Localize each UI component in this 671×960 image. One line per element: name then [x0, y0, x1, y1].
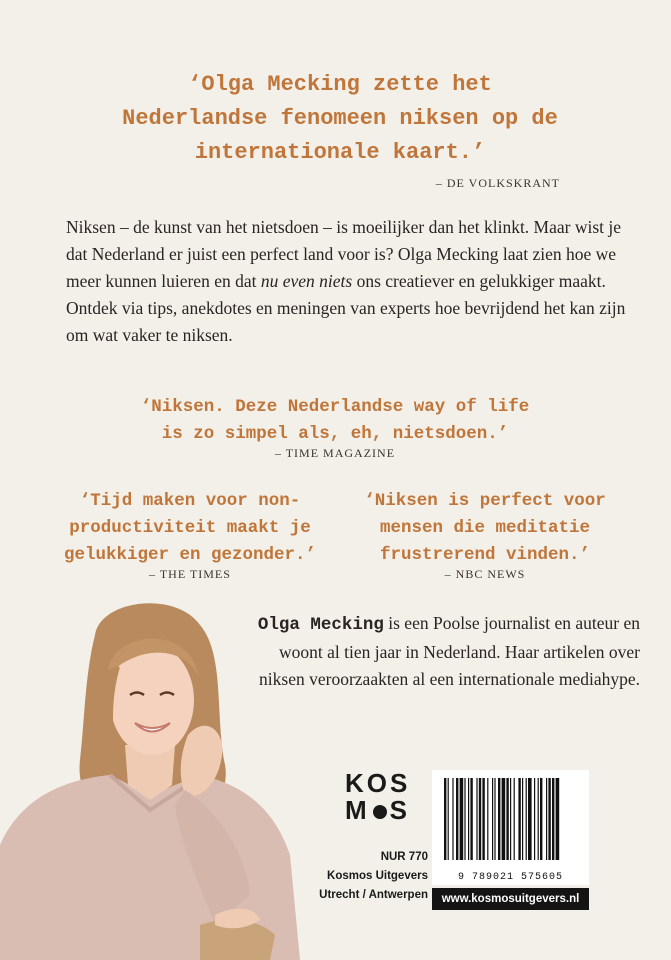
- blurb-part-2: ons creatiever en gelukkiger maakt. Ontdek via tips, anekdotes en meningen van experts hoe bevrijdend het kan zijn om wat vaker te niksen.: [66, 271, 626, 345]
- barcode-bar: [444, 778, 446, 860]
- barcode-bar: [528, 778, 532, 860]
- logo-line-2: [345, 797, 425, 824]
- barcode-bar: [464, 778, 465, 860]
- author-bio: [240, 610, 640, 693]
- barcode-bar: [492, 778, 493, 860]
- barcode-bar: [482, 778, 484, 860]
- barcode-bar: [479, 778, 481, 860]
- barcode-bar: [476, 778, 477, 860]
- logo-s: S: [389, 795, 411, 825]
- nur-code: NUR 770: [380, 851, 428, 863]
- barcode-bar: [534, 778, 535, 860]
- barcode-bar: [506, 778, 508, 860]
- barcode: [432, 770, 589, 885]
- barcode-bar: [498, 778, 500, 860]
- quote-the-times: ‘Tijd maken voor non- productiviteit maakt je gelukkiger en gezonder.’: [63, 491, 317, 565]
- quote-nbc-news: ‘Niksen is perfect voor mensen die meditatie frustrerend vinden.’: [364, 491, 606, 565]
- publisher-name: Kosmos Uitgevers: [327, 870, 428, 882]
- barcode-bar: [522, 778, 523, 860]
- barcode-bar: [556, 778, 560, 860]
- barcode-bar: [552, 778, 554, 860]
- barcode-number: 9 789021 575605: [457, 872, 563, 883]
- publisher-city: Utrecht / Antwerpen: [319, 889, 428, 901]
- barcode-bar: [470, 778, 472, 860]
- logo-dot-icon: [373, 805, 387, 819]
- barcode-bar: [526, 778, 527, 860]
- logo-line-1: KOS: [345, 768, 411, 798]
- barcode-bar: [538, 778, 539, 860]
- blurb-text: [66, 214, 626, 349]
- barcode-bar: [540, 778, 542, 860]
- blurb-italic: nu even niets: [260, 271, 353, 291]
- quote-time-magazine: ‘Niksen. Deze Nederlandse way of life is zo simpel als, eh, nietsdoen.’: [140, 397, 530, 444]
- quote-source-volkskrant: – DE VOLKSKRANT: [435, 176, 560, 190]
- barcode-bar: [468, 778, 469, 860]
- barcode-bar: [514, 778, 515, 860]
- author-bio-text: is een Poolse journalist en auteur en woont al tien jaar in Nederland. Haar artikelen over niksen veroorzaakten al een internationale mediahype.: [259, 613, 640, 689]
- barcode-bar: [548, 778, 550, 860]
- barcode-bar: [456, 778, 458, 860]
- barcode-bar: [518, 778, 520, 860]
- quote-source-time-magazine: – TIME MAGAZINE: [274, 446, 396, 460]
- barcode-bar: [494, 778, 495, 860]
- barcode-bar: [452, 778, 453, 860]
- logo-m: M: [345, 795, 370, 825]
- quote-source-the-times: – THE TIMES: [149, 567, 231, 581]
- publisher-imprint: [300, 848, 428, 905]
- kosmos-logo: [345, 770, 425, 824]
- blurb-part-1: Niksen – de kunst van het nietsdoen – is moeilijker dan het klinkt. Maar wist je dat Nederland er juist een perfect land voor is? Olga Mecking laat zien hoe we meer kunnen luieren en dat: [66, 217, 622, 291]
- barcode-bar: [510, 778, 511, 860]
- barcode-icon: [432, 770, 589, 868]
- author-name: Olga Mecking: [257, 615, 384, 635]
- publisher-url[interactable]: www.kosmosuitgevers.nl: [432, 888, 589, 910]
- barcode-bar: [448, 778, 449, 860]
- quote-volkskrant: ‘Olga Mecking zette het Nederlandse fenomeen niksen op de internationale kaart.’: [122, 72, 558, 165]
- barcode-bar: [502, 778, 506, 860]
- barcode-bar: [546, 778, 547, 860]
- barcode-bar: [487, 778, 488, 860]
- barcode-bar: [460, 778, 464, 860]
- quote-source-nbc-news: – NBC NEWS: [444, 567, 526, 581]
